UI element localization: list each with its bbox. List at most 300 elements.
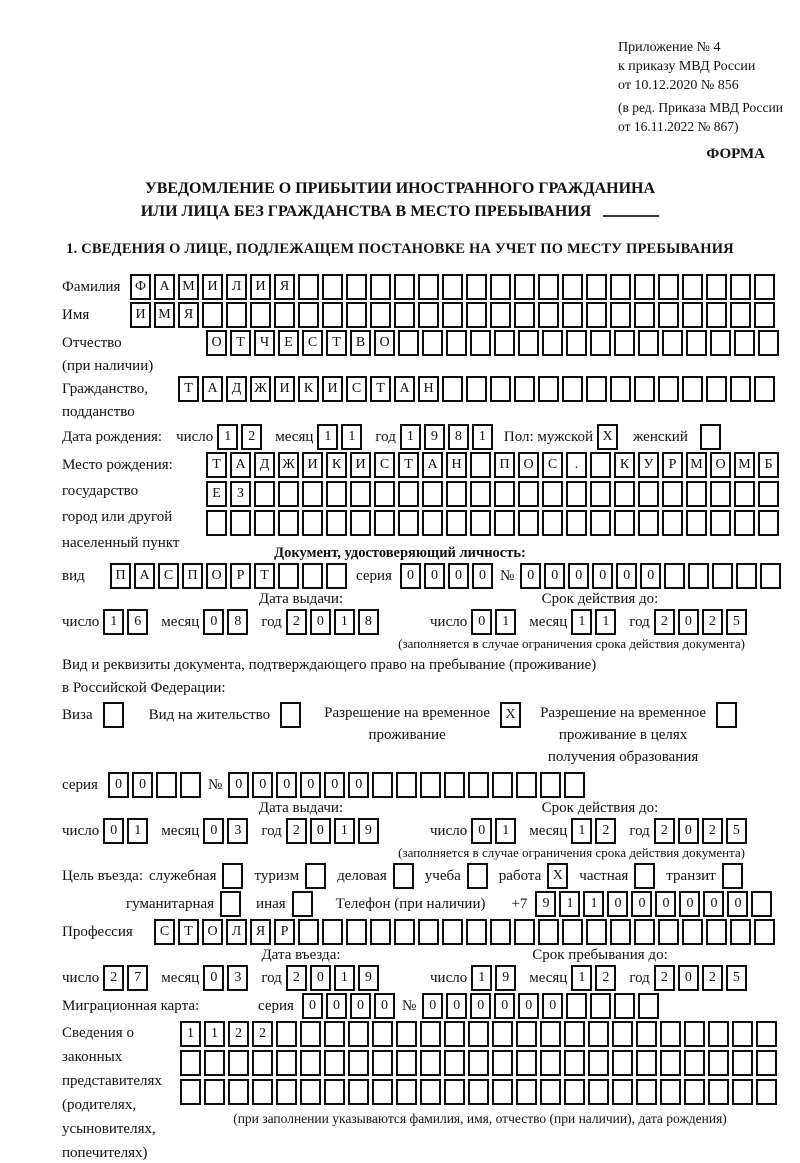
char-cell[interactable]: 1 [571, 609, 592, 635]
char-cell[interactable]: 0 [203, 818, 224, 844]
char-cell[interactable] [754, 919, 775, 945]
char-cell[interactable] [634, 919, 655, 945]
char-cell[interactable] [516, 1050, 537, 1076]
char-cell[interactable] [394, 274, 415, 300]
doc-type-input[interactable] [110, 563, 350, 589]
char-cell[interactable] [754, 376, 775, 402]
char-cell[interactable] [706, 919, 727, 945]
char-cell[interactable]: 9 [495, 965, 516, 991]
char-cell[interactable]: Т [370, 376, 391, 402]
char-cell[interactable]: О [206, 330, 227, 356]
char-cell[interactable] [442, 376, 463, 402]
char-cell[interactable] [422, 481, 443, 507]
char-cell[interactable]: 1 [334, 609, 355, 635]
char-cell[interactable]: 2 [702, 818, 723, 844]
char-cell[interactable] [566, 481, 587, 507]
char-cell[interactable] [614, 510, 635, 536]
char-cell[interactable] [346, 302, 367, 328]
char-cell[interactable] [542, 510, 563, 536]
purpose-study-checkbox[interactable] [467, 863, 491, 889]
char-cell[interactable] [156, 772, 177, 798]
char-cell[interactable] [396, 1050, 417, 1076]
char-cell[interactable]: 8 [227, 609, 248, 635]
char-cell[interactable]: Ж [278, 452, 299, 478]
char-cell[interactable]: Ч [254, 330, 275, 356]
sex-female-checkbox[interactable] [700, 424, 724, 450]
char-cell[interactable]: 1 [583, 891, 604, 917]
char-cell[interactable]: А [134, 563, 155, 589]
char-cell[interactable] [588, 1079, 609, 1105]
char-cell[interactable]: К [614, 452, 635, 478]
char-cell[interactable] [398, 481, 419, 507]
char-cell[interactable] [758, 330, 779, 356]
patronymic-input[interactable] [206, 330, 782, 356]
char-cell[interactable] [564, 772, 585, 798]
birth-place-row3-input[interactable] [206, 510, 782, 536]
stay-day-input[interactable] [471, 965, 519, 991]
char-cell[interactable]: Т [326, 330, 347, 356]
char-cell[interactable] [658, 919, 679, 945]
char-cell[interactable]: 0 [471, 609, 492, 635]
char-cell[interactable]: Т [206, 452, 227, 478]
char-cell[interactable] [346, 919, 367, 945]
char-cell[interactable] [370, 302, 391, 328]
char-cell[interactable] [684, 1021, 705, 1047]
char-cell[interactable]: 0 [310, 818, 331, 844]
char-cell[interactable] [708, 1050, 729, 1076]
char-cell[interactable] [734, 510, 755, 536]
char-cell[interactable] [398, 510, 419, 536]
char-cell[interactable] [420, 772, 441, 798]
char-cell[interactable] [494, 481, 515, 507]
entry-month-input[interactable] [203, 965, 251, 991]
char-cell[interactable] [542, 330, 563, 356]
char-cell[interactable] [298, 302, 319, 328]
char-cell[interactable] [732, 1050, 753, 1076]
char-cell[interactable] [418, 919, 439, 945]
char-cell[interactable] [710, 330, 731, 356]
char-cell[interactable]: О [710, 452, 731, 478]
char-cell[interactable] [226, 302, 247, 328]
char-cell[interactable] [422, 330, 443, 356]
char-cell[interactable]: И [302, 452, 323, 478]
char-cell[interactable]: X [500, 702, 521, 728]
char-cell[interactable]: 1 [595, 609, 616, 635]
char-cell[interactable] [374, 510, 395, 536]
char-cell[interactable]: 1 [472, 424, 493, 450]
char-cell[interactable]: И [202, 274, 223, 300]
entry-day-input[interactable] [103, 965, 151, 991]
char-cell[interactable]: Т [230, 330, 251, 356]
char-cell[interactable] [756, 1021, 777, 1047]
char-cell[interactable]: 0 [655, 891, 676, 917]
char-cell[interactable]: 0 [607, 891, 628, 917]
char-cell[interactable] [468, 1021, 489, 1047]
char-cell[interactable] [540, 1021, 561, 1047]
char-cell[interactable]: Е [278, 330, 299, 356]
char-cell[interactable] [542, 481, 563, 507]
char-cell[interactable] [180, 1079, 201, 1105]
char-cell[interactable]: М [686, 452, 707, 478]
char-cell[interactable] [566, 510, 587, 536]
char-cell[interactable]: X [597, 424, 618, 450]
char-cell[interactable]: 5 [726, 965, 747, 991]
char-cell[interactable] [180, 1050, 201, 1076]
char-cell[interactable] [734, 330, 755, 356]
char-cell[interactable]: 1 [400, 424, 421, 450]
char-cell[interactable] [466, 274, 487, 300]
stay-month-input[interactable] [571, 965, 619, 991]
char-cell[interactable]: 0 [422, 993, 443, 1019]
char-cell[interactable] [393, 863, 414, 889]
char-cell[interactable]: 0 [103, 818, 124, 844]
char-cell[interactable] [686, 481, 707, 507]
char-cell[interactable] [610, 919, 631, 945]
char-cell[interactable] [566, 330, 587, 356]
char-cell[interactable] [103, 702, 124, 728]
char-cell[interactable]: Д [254, 452, 275, 478]
residence-valid-month-input[interactable] [571, 818, 619, 844]
char-cell[interactable]: 0 [203, 609, 224, 635]
char-cell[interactable]: С [346, 376, 367, 402]
char-cell[interactable] [586, 274, 607, 300]
char-cell[interactable]: Р [662, 452, 683, 478]
char-cell[interactable] [610, 302, 631, 328]
char-cell[interactable] [348, 1079, 369, 1105]
char-cell[interactable] [756, 1079, 777, 1105]
char-cell[interactable]: Н [418, 376, 439, 402]
char-cell[interactable] [588, 1021, 609, 1047]
char-cell[interactable] [564, 1079, 585, 1105]
stay-year-input[interactable] [654, 965, 750, 991]
char-cell[interactable]: Я [178, 302, 199, 328]
char-cell[interactable] [590, 330, 611, 356]
birth-day-input[interactable] [217, 424, 265, 450]
char-cell[interactable] [662, 330, 683, 356]
char-cell[interactable] [278, 563, 299, 589]
char-cell[interactable] [302, 481, 323, 507]
char-cell[interactable] [562, 919, 583, 945]
char-cell[interactable] [758, 510, 779, 536]
residence-issue-month-input[interactable] [203, 818, 251, 844]
char-cell[interactable]: 0 [471, 818, 492, 844]
char-cell[interactable] [252, 1050, 273, 1076]
char-cell[interactable]: 0 [472, 563, 493, 589]
char-cell[interactable] [664, 563, 685, 589]
char-cell[interactable] [562, 274, 583, 300]
char-cell[interactable] [760, 563, 781, 589]
char-cell[interactable]: 2 [252, 1021, 273, 1047]
char-cell[interactable] [614, 993, 635, 1019]
char-cell[interactable] [446, 330, 467, 356]
phone-input[interactable] [535, 891, 775, 917]
char-cell[interactable] [516, 1079, 537, 1105]
char-cell[interactable]: 2 [286, 965, 307, 991]
char-cell[interactable]: Б [758, 452, 779, 478]
char-cell[interactable]: 0 [424, 563, 445, 589]
char-cell[interactable] [634, 302, 655, 328]
char-cell[interactable] [716, 702, 737, 728]
char-cell[interactable] [220, 891, 241, 917]
char-cell[interactable] [348, 1021, 369, 1047]
char-cell[interactable] [564, 1050, 585, 1076]
char-cell[interactable] [492, 772, 513, 798]
char-cell[interactable] [610, 274, 631, 300]
char-cell[interactable] [326, 563, 347, 589]
char-cell[interactable]: С [154, 919, 175, 945]
char-cell[interactable] [610, 376, 631, 402]
char-cell[interactable] [658, 302, 679, 328]
residence-valid-year-input[interactable] [654, 818, 750, 844]
char-cell[interactable]: 0 [276, 772, 297, 798]
char-cell[interactable]: П [182, 563, 203, 589]
char-cell[interactable] [470, 510, 491, 536]
char-cell[interactable] [514, 376, 535, 402]
char-cell[interactable] [228, 1050, 249, 1076]
char-cell[interactable]: Т [178, 919, 199, 945]
char-cell[interactable]: 2 [103, 965, 124, 991]
char-cell[interactable] [292, 891, 313, 917]
char-cell[interactable]: С [542, 452, 563, 478]
char-cell[interactable]: А [394, 376, 415, 402]
char-cell[interactable]: С [158, 563, 179, 589]
char-cell[interactable]: 8 [448, 424, 469, 450]
char-cell[interactable]: 1 [217, 424, 238, 450]
char-cell[interactable]: Д [226, 376, 247, 402]
char-cell[interactable] [468, 772, 489, 798]
char-cell[interactable] [442, 274, 463, 300]
char-cell[interactable] [348, 1050, 369, 1076]
char-cell[interactable] [467, 863, 488, 889]
char-cell[interactable] [660, 1050, 681, 1076]
purpose-private-checkbox[interactable] [634, 863, 658, 889]
char-cell[interactable] [706, 376, 727, 402]
char-cell[interactable] [394, 302, 415, 328]
char-cell[interactable]: Л [226, 274, 247, 300]
char-cell[interactable] [444, 1079, 465, 1105]
char-cell[interactable]: Р [230, 563, 251, 589]
char-cell[interactable] [586, 376, 607, 402]
char-cell[interactable] [684, 1079, 705, 1105]
char-cell[interactable] [326, 481, 347, 507]
given-name-input[interactable] [130, 302, 778, 328]
char-cell[interactable] [662, 481, 683, 507]
char-cell[interactable]: 1 [103, 609, 124, 635]
char-cell[interactable]: Е [206, 481, 227, 507]
char-cell[interactable]: Ж [250, 376, 271, 402]
char-cell[interactable]: 0 [252, 772, 273, 798]
char-cell[interactable] [586, 302, 607, 328]
char-cell[interactable] [468, 1079, 489, 1105]
char-cell[interactable] [612, 1079, 633, 1105]
purpose-work-checkbox[interactable] [547, 863, 571, 889]
char-cell[interactable] [470, 452, 491, 478]
char-cell[interactable] [684, 1050, 705, 1076]
char-cell[interactable] [638, 510, 659, 536]
char-cell[interactable] [538, 274, 559, 300]
char-cell[interactable]: А [230, 452, 251, 478]
doc-issue-month-input[interactable] [203, 609, 251, 635]
char-cell[interactable]: М [154, 302, 175, 328]
char-cell[interactable]: 0 [348, 772, 369, 798]
char-cell[interactable] [280, 702, 301, 728]
residence-number-input[interactable] [228, 772, 588, 798]
char-cell[interactable]: . [566, 452, 587, 478]
char-cell[interactable]: 0 [679, 891, 700, 917]
char-cell[interactable]: 0 [542, 993, 563, 1019]
char-cell[interactable]: К [298, 376, 319, 402]
char-cell[interactable]: 2 [654, 818, 675, 844]
char-cell[interactable] [590, 481, 611, 507]
char-cell[interactable] [754, 302, 775, 328]
profession-input[interactable] [154, 919, 778, 945]
purpose-business-checkbox[interactable] [393, 863, 417, 889]
char-cell[interactable] [276, 1079, 297, 1105]
char-cell[interactable] [278, 481, 299, 507]
char-cell[interactable]: 1 [341, 424, 362, 450]
char-cell[interactable] [420, 1079, 441, 1105]
char-cell[interactable] [730, 302, 751, 328]
purpose-official-checkbox[interactable] [222, 863, 246, 889]
char-cell[interactable]: 1 [571, 818, 592, 844]
char-cell[interactable]: Т [178, 376, 199, 402]
char-cell[interactable] [252, 1079, 273, 1105]
char-cell[interactable]: 0 [326, 993, 347, 1019]
char-cell[interactable] [751, 891, 772, 917]
char-cell[interactable]: 2 [228, 1021, 249, 1047]
char-cell[interactable] [588, 1050, 609, 1076]
doc-issue-year-input[interactable] [286, 609, 382, 635]
char-cell[interactable] [732, 1079, 753, 1105]
char-cell[interactable] [298, 919, 319, 945]
char-cell[interactable] [590, 510, 611, 536]
char-cell[interactable] [324, 1079, 345, 1105]
char-cell[interactable]: 0 [310, 609, 331, 635]
doc-number-input[interactable] [520, 563, 784, 589]
char-cell[interactable]: 2 [654, 609, 675, 635]
char-cell[interactable] [490, 274, 511, 300]
char-cell[interactable] [350, 481, 371, 507]
char-cell[interactable] [700, 424, 721, 450]
char-cell[interactable] [300, 1050, 321, 1076]
char-cell[interactable]: 0 [678, 965, 699, 991]
char-cell[interactable] [254, 510, 275, 536]
char-cell[interactable] [350, 510, 371, 536]
char-cell[interactable] [398, 330, 419, 356]
char-cell[interactable]: 1 [180, 1021, 201, 1047]
char-cell[interactable] [682, 274, 703, 300]
representatives-row1-input[interactable] [180, 1021, 780, 1047]
char-cell[interactable] [682, 919, 703, 945]
char-cell[interactable] [298, 274, 319, 300]
char-cell[interactable] [394, 919, 415, 945]
char-cell[interactable]: Я [274, 274, 295, 300]
char-cell[interactable]: 1 [334, 965, 355, 991]
char-cell[interactable] [688, 563, 709, 589]
char-cell[interactable]: Л [226, 919, 247, 945]
char-cell[interactable] [324, 1050, 345, 1076]
char-cell[interactable] [278, 510, 299, 536]
residence-series-input[interactable] [108, 772, 204, 798]
char-cell[interactable] [540, 1079, 561, 1105]
char-cell[interactable] [736, 563, 757, 589]
char-cell[interactable]: 6 [127, 609, 148, 635]
char-cell[interactable]: 1 [204, 1021, 225, 1047]
char-cell[interactable]: 0 [703, 891, 724, 917]
char-cell[interactable]: 1 [559, 891, 580, 917]
char-cell[interactable] [638, 330, 659, 356]
char-cell[interactable] [396, 772, 417, 798]
char-cell[interactable]: 0 [640, 563, 661, 589]
char-cell[interactable] [442, 919, 463, 945]
char-cell[interactable] [754, 274, 775, 300]
char-cell[interactable]: И [130, 302, 151, 328]
char-cell[interactable]: X [547, 863, 568, 889]
char-cell[interactable]: С [302, 330, 323, 356]
char-cell[interactable] [614, 330, 635, 356]
char-cell[interactable]: 9 [424, 424, 445, 450]
char-cell[interactable]: 2 [595, 818, 616, 844]
sex-male-checkbox[interactable] [597, 424, 621, 450]
char-cell[interactable] [230, 510, 251, 536]
residence-issue-year-input[interactable] [286, 818, 382, 844]
char-cell[interactable]: 2 [286, 818, 307, 844]
char-cell[interactable] [374, 481, 395, 507]
doc-issue-day-input[interactable] [103, 609, 151, 635]
char-cell[interactable] [514, 919, 535, 945]
char-cell[interactable] [490, 302, 511, 328]
birth-place-row1-input[interactable] [206, 452, 782, 478]
char-cell[interactable] [638, 481, 659, 507]
temp-residence-checkbox[interactable] [500, 702, 524, 728]
char-cell[interactable] [466, 376, 487, 402]
char-cell[interactable] [518, 481, 539, 507]
char-cell[interactable] [636, 1079, 657, 1105]
char-cell[interactable] [708, 1079, 729, 1105]
char-cell[interactable]: 9 [535, 891, 556, 917]
char-cell[interactable] [470, 481, 491, 507]
surname-input[interactable] [130, 274, 778, 300]
char-cell[interactable] [636, 1021, 657, 1047]
char-cell[interactable]: О [206, 563, 227, 589]
char-cell[interactable] [706, 302, 727, 328]
char-cell[interactable] [372, 1050, 393, 1076]
char-cell[interactable] [614, 481, 635, 507]
visa-checkbox[interactable] [103, 702, 127, 728]
char-cell[interactable] [300, 1021, 321, 1047]
char-cell[interactable] [662, 510, 683, 536]
char-cell[interactable] [276, 1021, 297, 1047]
char-cell[interactable]: 0 [678, 609, 699, 635]
char-cell[interactable]: 1 [317, 424, 338, 450]
char-cell[interactable] [492, 1050, 513, 1076]
char-cell[interactable]: 1 [571, 965, 592, 991]
char-cell[interactable] [305, 863, 326, 889]
char-cell[interactable] [466, 919, 487, 945]
char-cell[interactable] [734, 481, 755, 507]
char-cell[interactable] [682, 302, 703, 328]
char-cell[interactable] [470, 330, 491, 356]
migration-number-input[interactable] [422, 993, 662, 1019]
purpose-tourism-checkbox[interactable] [305, 863, 329, 889]
char-cell[interactable] [346, 274, 367, 300]
char-cell[interactable] [468, 1050, 489, 1076]
char-cell[interactable] [466, 302, 487, 328]
char-cell[interactable]: П [494, 452, 515, 478]
char-cell[interactable]: А [154, 274, 175, 300]
char-cell[interactable]: 2 [702, 609, 723, 635]
char-cell[interactable] [686, 510, 707, 536]
